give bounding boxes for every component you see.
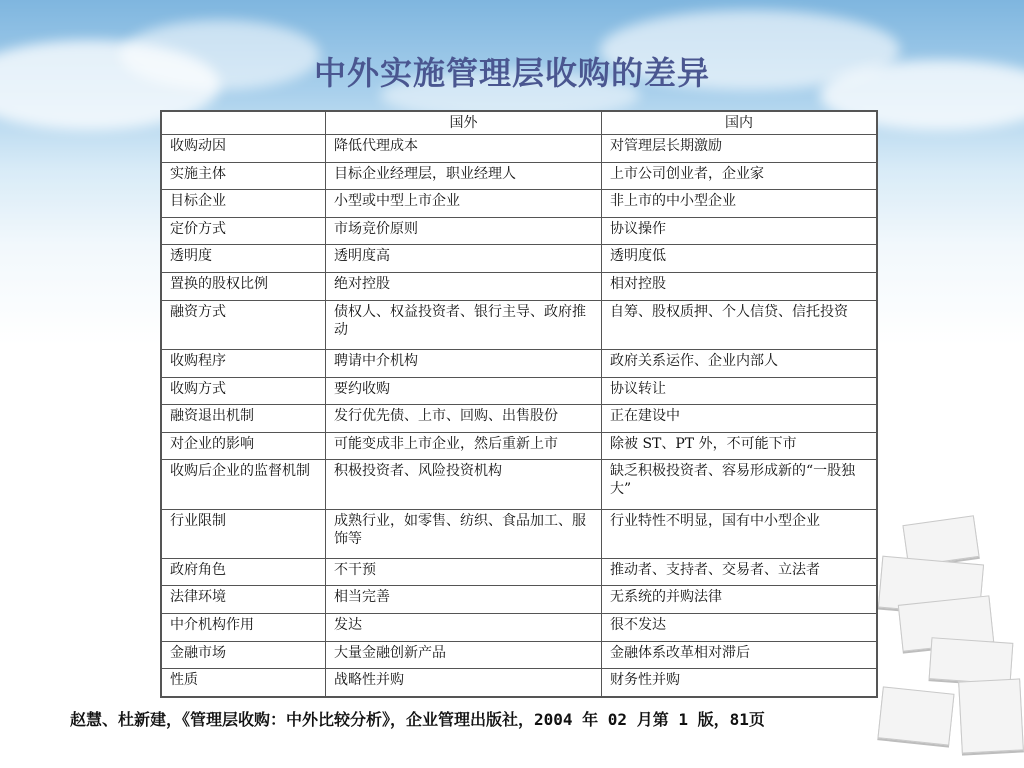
row-label-cell: 实施主体 [162, 162, 326, 190]
table-row [162, 190, 877, 218]
page-title: 中外实施管理层收购的差异 [313, 54, 710, 92]
foreign-cell: 降低代理成本 [326, 135, 602, 163]
domestic-cell: 对管理层长期激励 [602, 135, 877, 163]
table-row [162, 405, 877, 433]
row-label-cell: 收购程序 [162, 349, 326, 377]
table-row [162, 135, 877, 163]
domestic-cell: 上市公司创业者，企业家 [602, 162, 877, 190]
domestic-cell: 除被 ST、PT 外，不可能下市 [602, 432, 877, 460]
table-row [162, 349, 877, 377]
row-label-cell: 收购后企业的监督机制 [162, 460, 326, 509]
foreign-cell: 聘请中介机构 [326, 349, 602, 377]
foreign-cell: 绝对控股 [326, 273, 602, 301]
domestic-cell: 行业特性不明显，国有中小型企业 [602, 509, 877, 558]
table-row [162, 558, 877, 586]
row-label-cell: 目标企业 [162, 190, 326, 218]
table-row [162, 162, 877, 190]
table-row [162, 641, 877, 669]
table-row [162, 217, 877, 245]
foreign-cell: 相当完善 [326, 586, 602, 614]
header-cell-domestic: 国内 [602, 112, 877, 135]
foreign-cell: 小型或中型上市企业 [326, 190, 602, 218]
domestic-cell: 正在建设中 [602, 405, 877, 433]
domestic-cell: 自筹、股权质押、个人信贷、信托投资 [602, 300, 877, 349]
domestic-cell: 金融体系改革相对滞后 [602, 641, 877, 669]
foreign-cell: 透明度高 [326, 245, 602, 273]
foreign-cell: 目标企业经理层，职业经理人 [326, 162, 602, 190]
table-row [162, 509, 877, 558]
row-label-cell: 定价方式 [162, 217, 326, 245]
row-label-cell: 融资退出机制 [162, 405, 326, 433]
foreign-cell: 市场竞价原则 [326, 217, 602, 245]
table-row [162, 273, 877, 301]
table-row [162, 432, 877, 460]
table-header-row [162, 112, 877, 135]
domestic-cell: 协议转让 [602, 377, 877, 405]
citation-text: 赵慧、杜新建，《管理层收购：中外比较分析》，企业管理出版社，2004 年 02 月第 1 版，81页 [70, 710, 765, 729]
domestic-cell: 非上市的中小型企业 [602, 190, 877, 218]
foreign-cell: 债权人、权益投资者、银行主导、政府推动 [326, 300, 602, 349]
table-row [162, 245, 877, 273]
foreign-cell: 大量金融创新产品 [326, 641, 602, 669]
row-label-cell: 透明度 [162, 245, 326, 273]
foreign-cell: 积极投资者、风险投资机构 [326, 460, 602, 509]
row-label-cell: 中介机构作用 [162, 614, 326, 642]
row-label-cell: 性质 [162, 669, 326, 697]
foreign-cell: 发达 [326, 614, 602, 642]
domestic-cell: 相对控股 [602, 273, 877, 301]
row-label-cell: 收购方式 [162, 377, 326, 405]
row-label-cell: 政府角色 [162, 558, 326, 586]
foreign-cell: 要约收购 [326, 377, 602, 405]
foreign-cell: 战略性并购 [326, 669, 602, 697]
domestic-cell: 很不发达 [602, 614, 877, 642]
row-label-cell: 融资方式 [162, 300, 326, 349]
table-row [162, 377, 877, 405]
row-label-cell: 金融市场 [162, 641, 326, 669]
row-label-cell: 置换的股权比例 [162, 273, 326, 301]
header-cell-foreign: 国外 [326, 112, 602, 135]
row-label-cell: 法律环境 [162, 586, 326, 614]
foreign-cell: 不干预 [326, 558, 602, 586]
row-label-cell: 行业限制 [162, 509, 326, 558]
table-row [162, 460, 877, 509]
table-row [162, 614, 877, 642]
table-row [162, 586, 877, 614]
comparison-table [160, 110, 878, 698]
domestic-cell: 协议操作 [602, 217, 877, 245]
domestic-cell: 推动者、支持者、交易者、立法者 [602, 558, 877, 586]
domestic-cell: 无系统的并购法律 [602, 586, 877, 614]
domestic-cell: 缺乏积极投资者、容易形成新的“一股独大” [602, 460, 877, 509]
row-label-cell: 对企业的影响 [162, 432, 326, 460]
table-row [162, 669, 877, 697]
row-label-cell: 收购动因 [162, 135, 326, 163]
domestic-cell: 财务性并购 [602, 669, 877, 697]
header-cell-empty [162, 112, 326, 135]
domestic-cell: 政府关系运作、企业内部人 [602, 349, 877, 377]
foreign-cell: 成熟行业，如零售、纺织、食品加工、服饰等 [326, 509, 602, 558]
foreign-cell: 可能变成非上市企业，然后重新上市 [326, 432, 602, 460]
foreign-cell: 发行优先债、上市、回购、出售股份 [326, 405, 602, 433]
domestic-cell: 透明度低 [602, 245, 877, 273]
table-row [162, 300, 877, 349]
